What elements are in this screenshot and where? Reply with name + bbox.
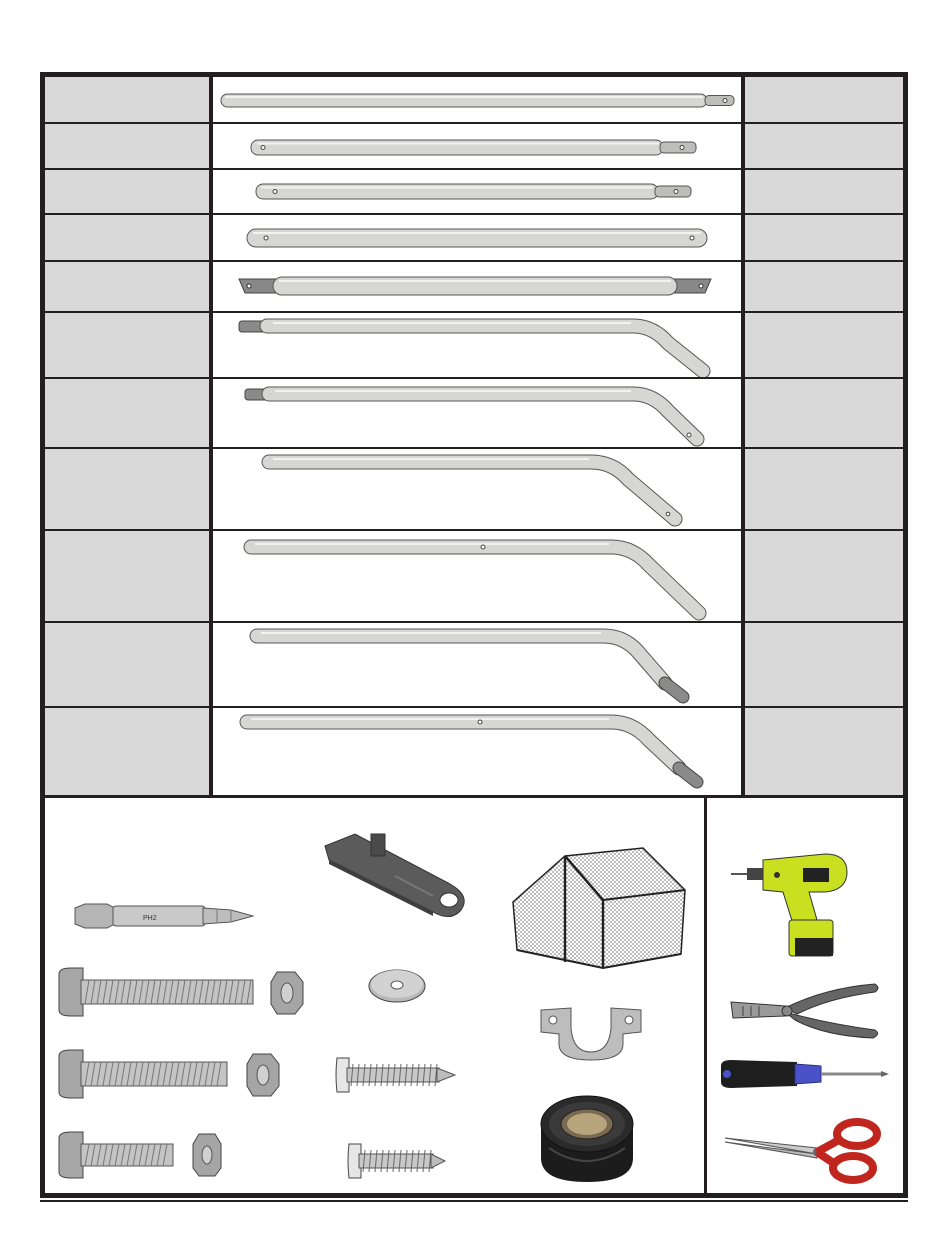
part-illustration-cell [213,379,741,447]
table-row [45,623,903,708]
part-qty-cell [741,531,903,621]
part-qty-cell [741,124,903,168]
screw-icon [333,1052,459,1098]
pliers-icon [725,978,885,1042]
part-illustration-cell [213,531,741,621]
table-row [45,531,903,623]
part-qty-cell [741,77,903,122]
drill-icon [729,850,853,960]
part-label-cell [45,449,213,529]
part-label-cell [45,215,213,260]
parts-sheet [40,72,908,1198]
table-row [45,708,903,795]
strap-icon [537,1004,645,1062]
tube-bent-4 [213,531,741,621]
tube-bent-2 [213,379,741,447]
part-label-cell [45,170,213,213]
table-row [45,379,903,449]
part-qty-cell [741,262,903,311]
bolt-icon [55,1048,285,1102]
part-label-cell [45,124,213,168]
part-illustration-cell [213,623,741,706]
bit-label: PH2 [143,915,157,922]
tube-straight-3 [213,170,741,213]
tube-bent-6 [213,708,741,795]
scissors-icon [721,1118,883,1188]
table-row [45,449,903,531]
table-row [45,313,903,379]
part-label-cell [45,623,213,706]
clamp-icon [315,826,475,921]
part-qty-cell [741,623,903,706]
part-label-cell [45,313,213,377]
table-row [45,77,903,124]
part-illustration-cell [213,215,741,260]
part-illustration-cell [213,708,741,795]
tube-straight-4 [213,215,741,260]
part-illustration-cell [213,77,741,122]
table-row [45,215,903,262]
part-label-cell [45,531,213,621]
part-qty-cell [741,708,903,795]
part-qty-cell [741,215,903,260]
screw-icon [345,1140,449,1182]
hardware-section [45,795,903,1193]
hardware-parts-panel [45,798,707,1193]
part-illustration-cell [213,449,741,529]
tube-bent-1 [213,313,741,377]
part-label-cell [45,262,213,311]
part-label-cell [45,708,213,795]
part-illustration-cell [213,124,741,168]
part-qty-cell [741,313,903,377]
part-illustration-cell [213,170,741,213]
tape-roll-icon [535,1088,639,1186]
part-illustration-cell [213,262,741,311]
footer-rule [40,1200,908,1202]
screwdriver-icon [717,1056,893,1092]
part-label-cell [45,77,213,122]
tube-flattened-ends [213,262,741,311]
table-row [45,170,903,215]
bolt-icon [55,1130,225,1182]
part-illustration-cell [213,313,741,377]
tube-straight-1 [213,77,741,122]
tube-straight-2 [213,124,741,168]
tube-bent-3 [213,449,741,529]
tools-panel [707,798,903,1193]
washer-icon [365,966,429,1006]
table-row [45,124,903,170]
netting-icon [503,838,693,978]
table-row [45,262,903,313]
part-qty-cell [741,449,903,529]
parts-table [45,77,903,795]
part-qty-cell [741,379,903,447]
bolt-icon [55,966,307,1020]
part-qty-cell [741,170,903,213]
tube-bent-5 [213,623,741,706]
part-label-cell [45,379,213,447]
screwdriver-bit-icon [71,898,257,934]
